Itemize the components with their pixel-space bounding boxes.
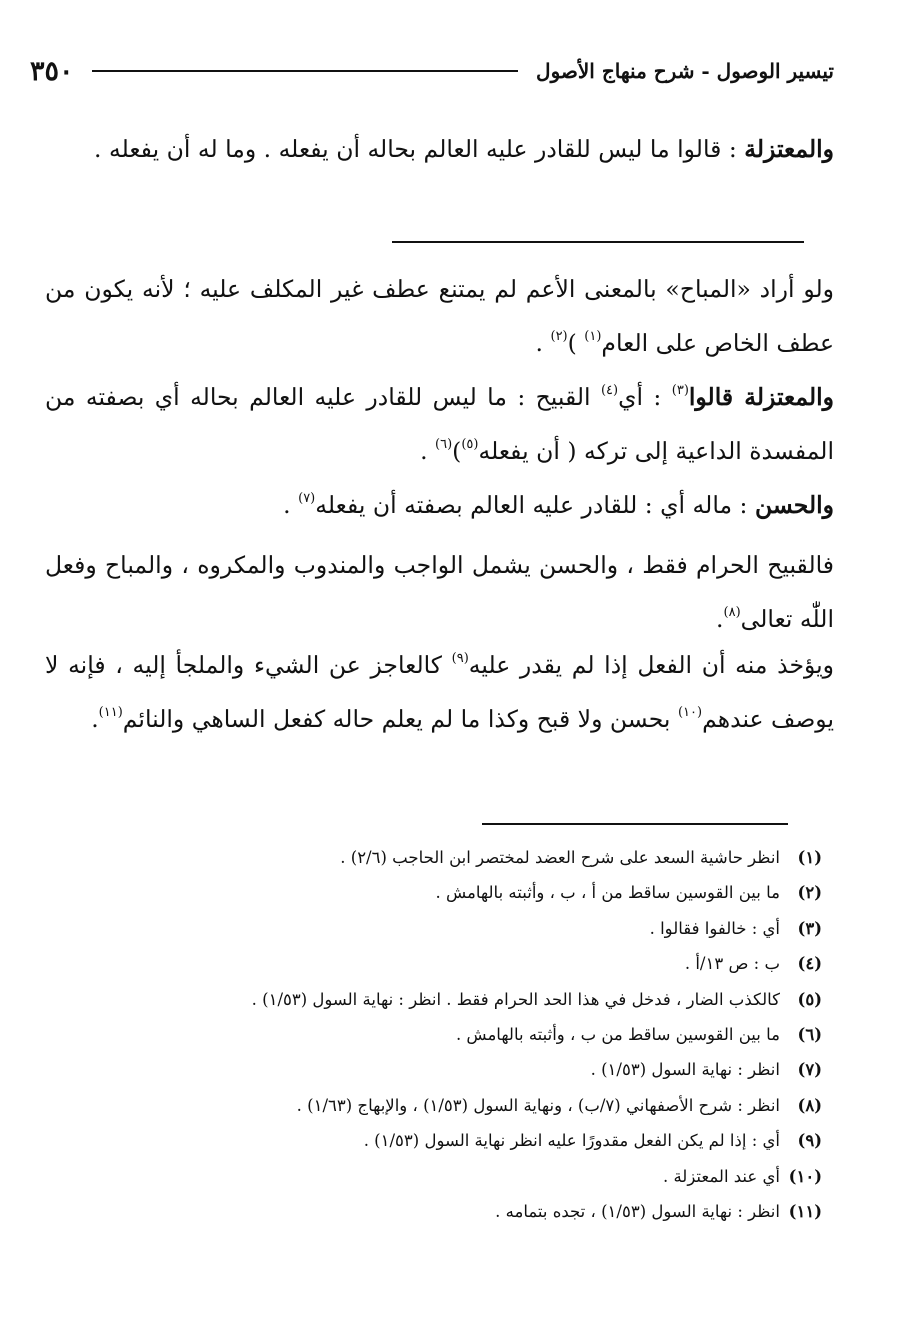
footnote-number: (١١) — [788, 1201, 822, 1221]
footnote-number: (٧) — [797, 1060, 822, 1080]
footnote-number: (٤) — [797, 954, 822, 974]
page-number: ٣٥٠ — [30, 55, 74, 87]
paragraph-mutazila-definition — [45, 122, 834, 176]
footnote-item — [45, 982, 822, 1017]
footnote-text: انظر : نهاية السول (١/٥٣) ، تجده بتمامه . — [495, 1201, 780, 1221]
footnote-number: (٥) — [797, 989, 822, 1009]
running-title: تيسير الوصول - شرح منهاج الأصول — [536, 59, 834, 83]
paren-close: ) — [567, 329, 585, 357]
footnote-item — [45, 1159, 822, 1194]
footnote-item — [45, 1088, 822, 1123]
sentence-end: . — [535, 329, 551, 357]
footnote-number: (١) — [797, 848, 822, 867]
paragraph-mubah-note — [45, 262, 834, 370]
footnote-ref[interactable]: (٨) — [723, 605, 741, 620]
term-label: والحسن — [754, 491, 834, 519]
footnote-text: كالكذب الضار ، فدخل في هذا الحد الحرام فقط . انظر : نهاية السول (١/٥٣) . — [251, 989, 780, 1009]
footnote-text: انظر : شرح الأصفهاني (٧/ب) ، ونهاية السول (١/٥٣) ، والإبهاج (١/٦٣) . — [296, 1095, 780, 1115]
footnote-item — [45, 1017, 822, 1052]
footnote-item — [45, 1123, 822, 1158]
footnotes-list — [45, 840, 822, 1229]
footnote-item — [45, 1052, 822, 1087]
paragraph-text: فالقبيح الحرام فقط ، والحسن يشمل الواجب والمندوب والمكروه ، والمباح وفعل اللّٰه تعالى — [45, 551, 834, 633]
paragraph-inference — [45, 638, 834, 746]
footnote-text: انظر : نهاية السول (١/٥٣) . — [590, 1060, 780, 1080]
paragraph-text: كالعاجز عن الشيء والملجأ إليه ، فإنه لا يوصف عندهم — [45, 651, 834, 733]
footnote-text: أي : خالفوا فقالوا . — [649, 918, 780, 938]
term-label: والمعتزلة قالوا — [688, 383, 834, 411]
footnote-ref[interactable]: (١) — [584, 329, 602, 344]
paragraph-text: : أي — [618, 383, 672, 411]
paragraph-text: : قالوا ما ليس للقادر عليه العالم بحاله أن يفعله . وما له أن يفعله . — [94, 135, 745, 163]
footnote-number: (١٠) — [788, 1166, 822, 1186]
footnote-ref[interactable]: (١١) — [98, 705, 123, 720]
term-label: والمعتزلة — [744, 135, 834, 163]
footnote-number: (٨) — [797, 1095, 822, 1115]
footnote-item — [45, 875, 822, 910]
footnote-item — [45, 840, 822, 875]
footnote-number: (٣) — [797, 918, 822, 938]
paragraph-conclusion — [45, 538, 834, 646]
footnote-text: أي عند المعتزلة . — [662, 1166, 780, 1186]
section-divider — [392, 241, 804, 243]
paragraph-qabih — [45, 370, 834, 478]
sentence-end: . — [91, 705, 99, 733]
footnote-text: ما بين القوسين ساقط من أ ، ب ، وأثبته بالهامش . — [435, 883, 780, 903]
footnote-ref[interactable]: (٥) — [461, 437, 479, 452]
paragraph-text: ويؤخذ منه أن الفعل إذا لم يقدر عليه — [468, 651, 835, 679]
footnote-ref[interactable]: (١٠) — [677, 705, 703, 720]
header-rule — [92, 70, 519, 72]
footnote-ref[interactable]: (٧) — [298, 491, 316, 506]
sentence-end: . — [283, 491, 299, 519]
footnote-text: انظر حاشية السعد على شرح العضد لمختصر ابن الحاجب (٢/٦) . — [340, 848, 780, 867]
footnote-item — [45, 1194, 822, 1229]
paren-close: ) — [452, 437, 462, 465]
footnote-text: أي : إذا لم يكن الفعل مقدورًا عليه انظر نهاية السول (١/٥٣) . — [363, 1131, 780, 1151]
sentence-end: . — [420, 437, 436, 465]
footnote-ref[interactable]: (٦) — [435, 437, 453, 452]
footnote-ref[interactable]: (٩) — [451, 651, 469, 666]
footnote-ref[interactable]: (٤) — [600, 383, 619, 398]
footnote-number: (٦) — [797, 1024, 822, 1044]
paragraph-text: ولو أراد «المباح» بالمعنى الأعم لم يمتنع عطف غير المكلف عليه ؛ لأنه يكون من عطف الخاص على العام — [45, 275, 834, 357]
footnote-text: ب : ص ١٣/أ . — [684, 954, 780, 974]
footnote-text: ما بين القوسين ساقط من ب ، وأثبته بالهامش . — [455, 1024, 780, 1044]
footnote-ref[interactable]: (٣) — [671, 383, 689, 398]
footnote-number: (٩) — [797, 1131, 822, 1151]
footnote-ref[interactable]: (٢) — [550, 329, 568, 344]
footnote-item — [45, 911, 822, 946]
paragraph-text: : ماله أي : للقادر عليه العالم بصفته أن يفعله — [315, 491, 755, 519]
paragraph-hasan — [45, 478, 834, 532]
footnote-number: (٢) — [797, 883, 822, 903]
footnote-item — [45, 946, 822, 981]
paragraph-text: القبيح : ما ليس للقادر عليه العالم بحاله أي بصفته من المفسدة الداعية إلى تركه ( أن يفعله — [45, 383, 834, 465]
footnote-divider — [482, 823, 788, 825]
page-header — [30, 46, 834, 96]
paragraph-text: بحسن ولا قبح وكذا ما لم يعلم حاله كفعل الساهي والنائم — [122, 705, 678, 733]
sentence-end: . — [716, 605, 724, 633]
